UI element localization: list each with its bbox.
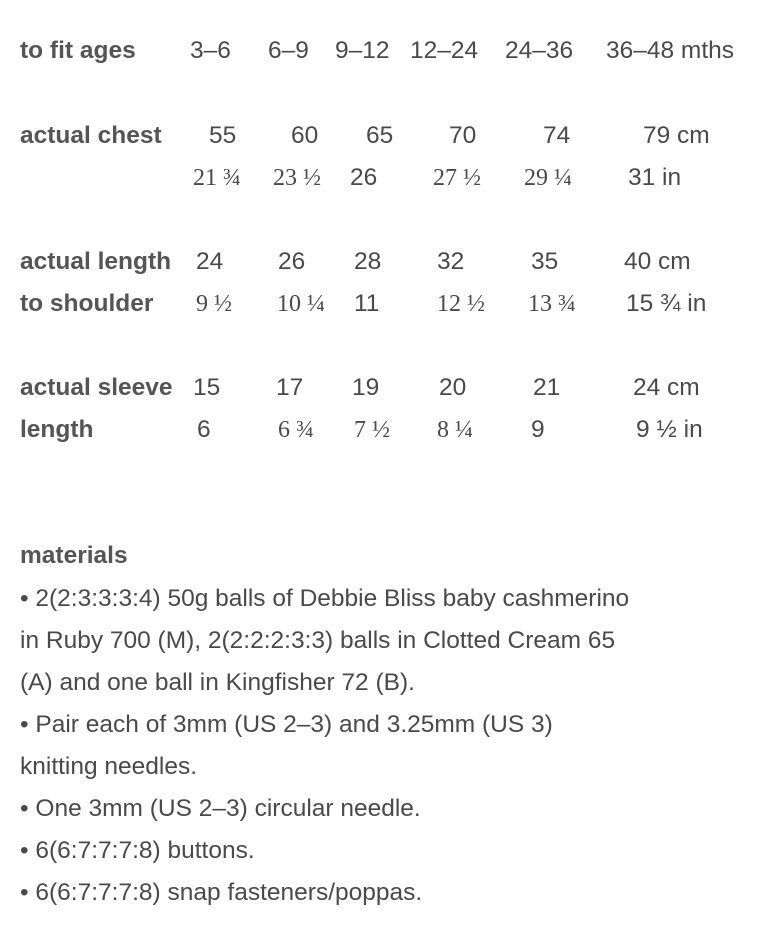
sleeve-cm-value: 17 [276,374,304,401]
chest-cm-value: 55 [209,122,237,149]
age-value: 6–9 [268,37,309,64]
length-label: actual length [20,248,172,275]
length-cm-value: 35 [531,248,559,275]
sleeve-cm-value: 20 [439,374,467,401]
chest-label: actual chest [20,122,162,149]
chest-in-value: 23 ½ [273,165,321,191]
sleeve-in-value: 9 [531,416,545,443]
length-in-value: 12 ½ [437,291,485,317]
sleeve-cm-value: 21 [533,374,561,401]
length-cm-value: 40 cm [624,248,691,275]
age-value: 36–48 mths [606,37,735,64]
length-in-value: 15 ¾ in [626,290,707,317]
materials-heading: materials [20,542,128,569]
sleeve-in-value: 6 [197,416,211,443]
sleeve-in-row [0,410,767,450]
chest-in-value: 27 ½ [433,165,481,191]
sleeve-cm-row [0,368,767,408]
length-cm-row [0,242,767,282]
chest-in-row [0,158,767,198]
length-label-line2: to shoulder [20,290,154,317]
length-in-value: 10 ¼ [277,291,325,317]
chest-cm-value: 74 [543,122,571,149]
length-in-value: 13 ¾ [528,291,576,317]
materials-line: (A) and one ball in Kingfisher 72 (B). [20,669,415,696]
ages-row [0,31,767,71]
chest-cm-row [0,116,767,156]
materials-line: • 6(6:7:7:7:8) buttons. [20,837,255,864]
materials-list [20,578,720,914]
chest-cm-value: 65 [366,122,394,149]
chest-in-value: 21 ¾ [193,165,241,191]
chest-in-value: 29 ¼ [524,165,572,191]
sleeve-cm-value: 24 cm [633,374,700,401]
length-cm-value: 26 [278,248,306,275]
sleeve-in-value: 8 ¼ [437,417,473,443]
chest-in-value: 31 in [628,164,682,191]
materials-line: knitting needles. [20,753,198,780]
sleeve-cm-value: 15 [193,374,221,401]
ages-label: to fit ages [20,37,136,64]
sleeve-label: actual sleeve [20,374,173,401]
materials-line: in Ruby 700 (M), 2(2:2:2:3:3) balls in Clotted Cream 65 [20,627,616,654]
length-in-value: 11 [354,290,380,317]
length-cm-value: 24 [196,248,224,275]
sleeve-label-line2: length [20,416,94,443]
length-cm-value: 28 [354,248,382,275]
age-value: 3–6 [190,37,231,64]
sleeve-cm-value: 19 [352,374,380,401]
length-in-row [0,284,767,324]
age-value: 24–36 [505,37,574,64]
sleeve-in-value: 9 ½ in [636,416,703,443]
age-value: 9–12 [335,37,390,64]
materials-line: • 2(2:3:3:3:4) 50g balls of Debbie Bliss baby cashmerino [20,585,630,612]
chest-cm-value: 70 [449,122,477,149]
chest-cm-value: 60 [291,122,319,149]
chest-in-value: 26 [350,164,378,191]
length-cm-value: 32 [437,248,465,275]
sleeve-in-value: 6 ¾ [278,417,314,443]
materials-line: • One 3mm (US 2–3) circular needle. [20,795,421,822]
materials-line: • Pair each of 3mm (US 2–3) and 3.25mm (US 3) [20,711,553,738]
sleeve-in-value: 7 ½ [354,417,390,443]
age-value: 12–24 [410,37,479,64]
length-in-value: 9 ½ [196,291,232,317]
materials-line: • 6(6:7:7:7:8) snap fasteners/poppas. [20,879,423,906]
chest-cm-value: 79 cm [643,122,710,149]
